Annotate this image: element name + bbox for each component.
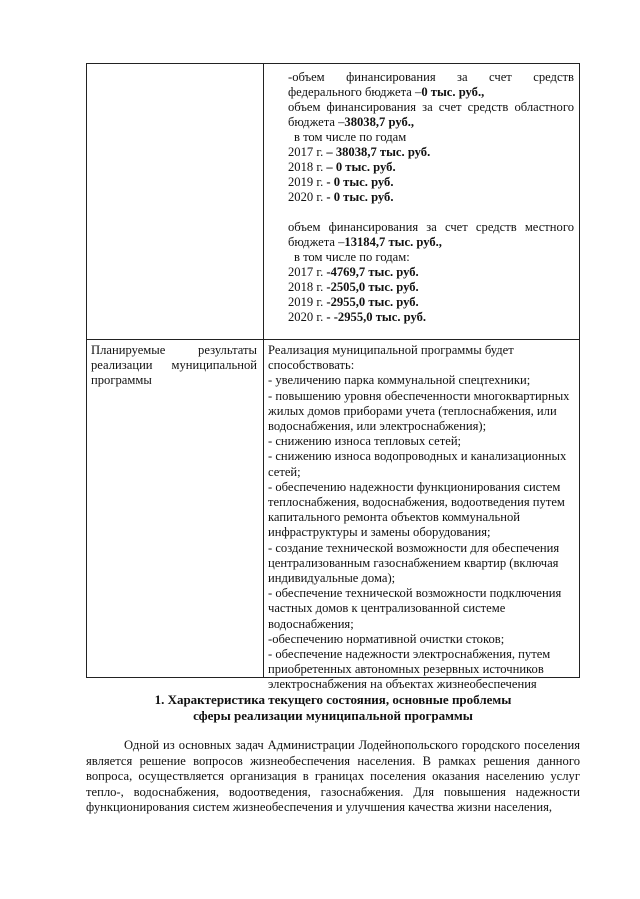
local-year-row: 2019 г. -2955,0 тыс. руб.: [288, 295, 419, 309]
results-item: - обеспечение надежности электроснабжения, путем приобретенных автономных резервных источников электроснабжения на объектах жизнеобеспечения: [268, 647, 551, 692]
local-year-row: 2018 г. -2505,0 тыс. руб.: [288, 280, 419, 294]
regional-by-year-label: в том числе по годам: [294, 130, 407, 144]
results-cell: [268, 343, 576, 693]
local-by-year-label: в том числе по годам:: [294, 250, 410, 264]
results-item: - снижению износа водопроводных и канализационных сетей;: [268, 449, 567, 479]
results-item: - обеспечение технической возможности подключения частных домов к централизованной системе водоснабжения;: [268, 586, 562, 631]
regional-financing: объем финансирования за счет средств областного бюджета –38038,7 руб.,: [288, 100, 574, 129]
local-year-row: 2017 г. -4769,7 тыс. руб.: [288, 265, 419, 279]
results-item: - увеличению парка коммунальной спецтехники;: [268, 373, 531, 388]
regional-year-row: 2018 г. – 0 тыс. руб.: [288, 160, 396, 174]
section-title: 1. Характеристика текущего состояния, основные проблемы сферы реализации муниципальной программы: [154, 692, 512, 723]
results-item: - создание технической возможности для обеспечения централизованным газоснабжением квартир (включая индивидуальные дома);: [268, 540, 560, 586]
results-item: - повышению уровня обеспеченности многоквартирных жилых домов приборами учета (теплоснабжения, или водоснабжения, или электроснабжения);: [268, 388, 570, 434]
regional-year-row: 2019 г. - 0 тыс. руб.: [288, 175, 394, 189]
local-financing: объем финансирования за счет средств местного бюджета –13184,7 тыс. руб.,: [288, 220, 574, 249]
results-item: - обеспечению надежности функционирования систем теплоснабжения, водоснабжения, водоотведения путем капитального ремонта объектов коммунальной инфраструктуры и замены оборудования;: [268, 479, 565, 540]
body-paragraph: Одной из основных задач Администрации Лодейнопольского городского поселения является решение вопросов жизнеобеспечения населения. В рамках решения данного вопроса, осуществляется организация в границах поселения оказания населению услуг тепло-, водоснабжения, водоотведения, газоснабжения. Для повышения надежности функционирования систем жизнеобеспечения и улучшения качества жизни населения,: [86, 738, 580, 814]
local-year-row: 2020 г. - -2955,0 тыс. руб.: [288, 310, 427, 324]
regional-year-row: 2017 г. – 38038,7 тыс. руб.: [288, 145, 431, 159]
table-column-divider: [263, 64, 264, 677]
federal-financing: -объем финансирования за счет средств федерального бюджета –0 тыс. руб.,: [288, 70, 574, 99]
results-label: Планируемые результаты реализации муниципальной программы: [91, 343, 257, 387]
financing-cell: [268, 70, 574, 325]
table-row-divider: [87, 339, 579, 340]
results-item: -обеспечению нормативной очистки стоков;: [268, 631, 505, 646]
program-passport-table: [86, 63, 580, 692]
results-item: - снижению износа тепловых сетей;: [268, 434, 462, 449]
regional-year-row: 2020 г. - 0 тыс. руб.: [288, 190, 394, 204]
results-intro: Реализация муниципальной программы будет способствовать:: [268, 343, 514, 373]
